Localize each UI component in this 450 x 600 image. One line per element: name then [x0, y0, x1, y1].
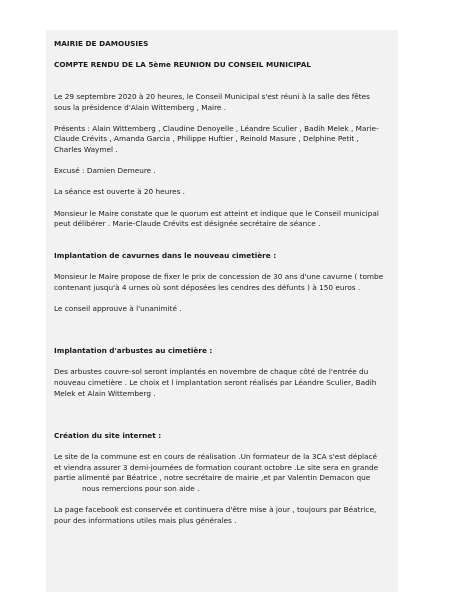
document-body: [54, 39, 396, 526]
section-heading-arbustes: Implantation d'arbustes au cimetière :: [54, 346, 213, 356]
section-heading-cavurnes: Implantation de cavurnes dans le nouveau cimetière :: [54, 250, 277, 260]
quorum-paragraph: Monsieur le Maire constate que le quorum est atteint et indique que le Conseil municipal peut délibérer . Marie-Claude Crévits est désignée secrétaire de séance .: [54, 208, 379, 229]
vote-result: Le conseil approuve à l'unanimité .: [54, 303, 182, 313]
website-paragraph: Le site de la commune est en cours de réalisation .Un formateur de la 3CA s'est déplacé et viendra assurer 3 demi-journées de formation courant octobre .Le site sera en grande partie alimenté par Béatrice , notre secrétaire de mairie ,et par Valentin Demacon que nous remercions pour son aide .: [54, 452, 379, 493]
session-open-line: La séance est ouverte à 20 heures .: [54, 187, 186, 197]
attendees-paragraph: Présents : Alain Wittemberg , Claudine Denoyelle , Léandre Sculier , Badih Melek , Marie- Claude Crévits , Amanda Garcia , Philippe Huftier , Reinold Masure , Delphine Petit , Charles Waymel .: [54, 123, 379, 154]
section-heading-site-internet: Création du site internet :: [54, 430, 162, 440]
cavurnes-paragraph: Monsieur le Maire propose de fixer le prix de concession de 30 ans d'une cavurne ( tombe contenant jusqu'à 4 urnes où sont déposées les cendres des défunts ) à 150 euros .: [54, 272, 384, 292]
document-page: [46, 30, 398, 592]
municipality-heading: MAIRIE DE DAMOUSIES: [54, 39, 149, 48]
arbustes-paragraph: Des arbustes couvre-sol seront implantés en novembre de chaque côté de l'entrée du nouveau cimetière . Le choix et l implantation seront réalisés par Léandre Sculier, Badih Melek et Alain Wittemberg .: [54, 367, 377, 398]
report-title: COMPTE RENDU DE LA 5ème REUNION DU CONSEIL MUNICIPAL: [54, 60, 312, 70]
excused-line: Excusé : Damien Demeure .: [54, 166, 156, 176]
meeting-intro-paragraph: Le 29 septembre 2020 à 20 heures, le Conseil Municipal s'est réuni à la salle des fêtes sous la présidence d'Alain Wittemberg , Maire .: [54, 91, 370, 112]
facebook-paragraph: La page facebook est conservée et continuera d'être mise à jour , toujours par Béatrice, pour des informations utiles mais plus générales .: [54, 505, 377, 525]
